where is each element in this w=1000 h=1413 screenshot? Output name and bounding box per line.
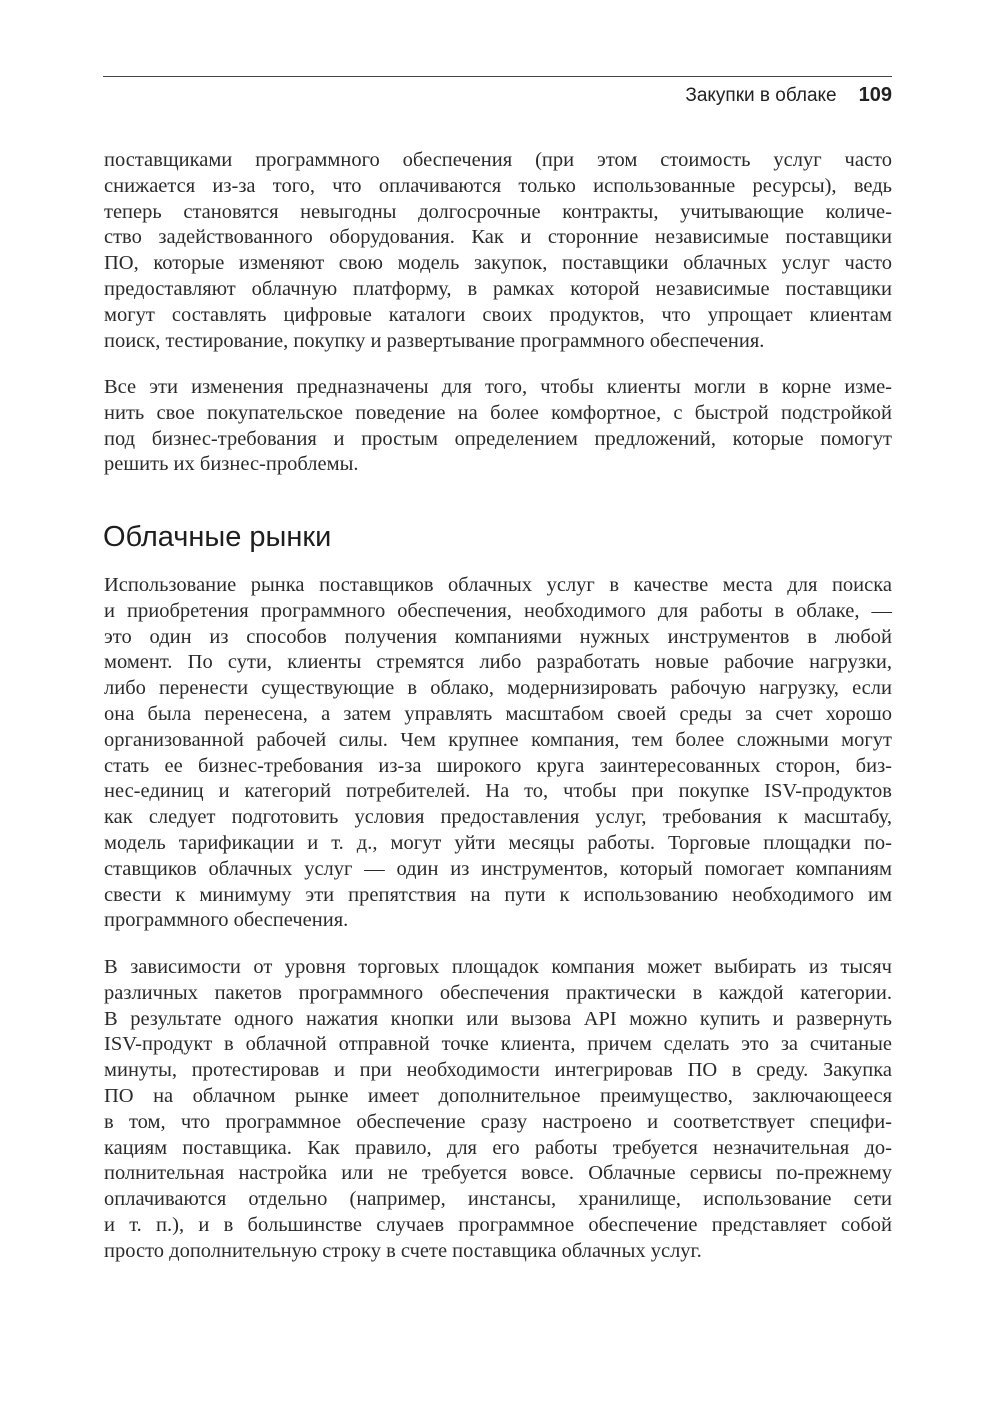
text-line: могут составлять цифровые каталоги своих продуктов, что упрощает клиентам — [104, 303, 892, 326]
text-line: кациям поставщика. Как правило, для его работы требуется незначительная до- — [104, 1136, 892, 1159]
text-line: теперь становятся невыгодны долгосрочные контракты, учитывающие количе- — [104, 200, 892, 223]
running-title: Закупки в облаке — [685, 85, 837, 106]
paragraph — [104, 573, 892, 934]
paragraph — [104, 955, 892, 1265]
text-line: ISV-продукт в облачной отправной точке клиента, причем сделать это за считаные — [104, 1033, 892, 1056]
text-line: программного обеспечения. — [104, 909, 349, 932]
text-line: и т. п.), и в большинстве случаев программное обеспечение представляет собой — [104, 1213, 892, 1236]
text-line: и приобретения программного обеспечения, необходимого для работы в облаке, — — [104, 599, 892, 622]
text-line: как следует подготовить условия предоставления услуг, требования к масштабу, — [104, 806, 892, 829]
text-line: Использование рынка поставщиков облачных услуг в качестве места для поиска — [104, 574, 892, 596]
text-line: просто дополнительную строку в счете поставщика облачных услуг. — [104, 1239, 702, 1262]
text-line: ПО, которые изменяют свою модель закупок, поставщики облачных услуг часто — [104, 252, 892, 275]
section-heading: Облачные рынки — [103, 521, 332, 553]
text-line: поставщиками программного обеспечения (при этом стоимость услуг часто — [104, 149, 892, 171]
text-line: нес-единиц и категорий потребителей. На то, чтобы при покупке ISV-продуктов — [104, 780, 892, 803]
header-rule — [103, 76, 892, 77]
text-line: В результате одного нажатия кнопки или вызова API можно купить и развернуть — [104, 1007, 892, 1030]
text-line: решить их бизнес-проблемы. — [104, 453, 359, 476]
text-line: ПО на облачном рынке имеет дополнительное преимущество, заключающееся — [104, 1084, 892, 1107]
text-line: поиск, тестирование, покупку и развертывание программного обеспечения. — [104, 329, 765, 352]
text-line: она была перенесена, а затем управлять масштабом своей среды за счет хорошо — [104, 702, 892, 725]
text-line: это один из способов получения компаниями нужных инструментов в любой — [104, 625, 892, 648]
text-line: Все эти изменения предназначены для того, чтобы клиенты могли в корне изме- — [104, 376, 892, 398]
text-line: модель тарификации и т. д., могут уйти месяцы работы. Торговые площадки по- — [104, 831, 892, 854]
text-line: организованной рабочей силы. Чем крупнее компания, тем более сложными могут — [104, 728, 892, 751]
text-line: В зависимости от уровня торговых площадок компания может выбирать из тысяч — [104, 956, 892, 978]
text-line: минуты, протестировав и при необходимости интегрировав ПО в среду. Закупка — [104, 1059, 892, 1082]
text-line: полнительная настройка или не требуется вовсе. Облачные сервисы по-прежнему — [104, 1162, 892, 1185]
text-line: свести к минимуму эти препятствия на пути к использованию необходимого им — [104, 883, 892, 906]
text-line: ставщиков облачных услуг — один из инструментов, который помогает компаниям — [104, 857, 892, 880]
running-header — [685, 84, 892, 112]
text-line: под бизнес-требования и простым определением предложений, которые помогут — [104, 427, 892, 450]
text-line: нить свое покупательское поведение на более комфортное, с быстрой подстройкой — [104, 401, 892, 424]
page-number: 109 — [858, 84, 892, 106]
paragraph — [104, 148, 892, 354]
text-line: либо перенести существующие в облако, модернизировать рабочую нагрузку, если — [104, 677, 892, 700]
text-line: снижается из-за того, что оплачиваются только использованные ресурсы), ведь — [104, 174, 892, 197]
text-line: оплачиваются отдельно (например, инстансы, хранилище, использование сети — [104, 1188, 892, 1211]
paragraph — [104, 375, 892, 478]
text-line: стать ее бизнес-требования из-за широкого круга заинтересованных сторон, биз- — [104, 754, 892, 777]
text-line: момент. По сути, клиенты стремятся либо разработать новые рабочие нагрузки, — [104, 651, 892, 674]
text-line: ство задействованного оборудования. Как и сторонние независимые поставщики — [104, 226, 892, 249]
text-line: различных пакетов программного обеспечения практически в каждой категории. — [104, 981, 892, 1004]
text-line: в том, что программное обеспечение сразу настроено и соответствует специфи- — [104, 1110, 892, 1133]
text-line: предоставляют облачную платформу, в рамках которой независимые поставщики — [104, 277, 892, 300]
